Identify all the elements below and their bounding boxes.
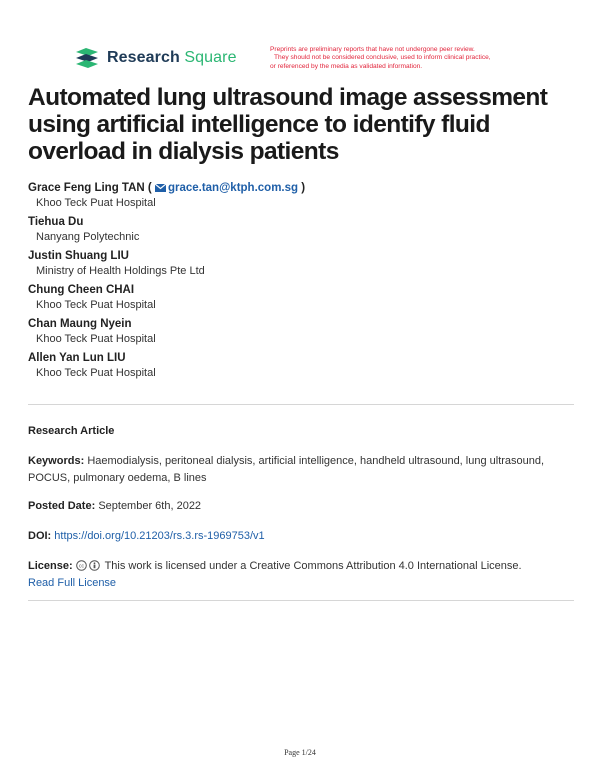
article-type bbox=[28, 423, 574, 440]
logo-word-research: Research bbox=[107, 49, 180, 66]
posted-date-label: Posted Date: bbox=[28, 500, 96, 512]
license-text: This work is licensed under a Creative Commons Attribution 4.0 International License. bbox=[104, 560, 522, 572]
keywords-section bbox=[28, 453, 574, 487]
author-entry bbox=[28, 282, 568, 313]
author-email-link[interactable]: grace.tan@ktph.com.sg bbox=[167, 182, 299, 194]
author-affiliation: Khoo Teck Puat Hospital bbox=[36, 333, 156, 345]
author-list bbox=[28, 180, 568, 384]
page-number: Page 1/24 bbox=[284, 748, 316, 757]
posted-date-section bbox=[28, 498, 574, 515]
author-name: Allen Yan Lun LIU bbox=[28, 352, 126, 364]
email-paren-close: ) bbox=[298, 182, 306, 194]
email-paren-open: ( bbox=[144, 182, 152, 194]
creative-commons-icon bbox=[76, 560, 87, 571]
svg-text:cc: cc bbox=[78, 563, 84, 570]
attribution-icon bbox=[89, 560, 100, 571]
author-name: Chung Cheen CHAI bbox=[28, 284, 135, 296]
research-square-logo-icon bbox=[74, 46, 100, 70]
author-entry bbox=[28, 180, 568, 211]
author-affiliation: Khoo Teck Puat Hospital bbox=[36, 367, 156, 379]
author-entry bbox=[28, 350, 568, 381]
license-section bbox=[28, 558, 574, 592]
author-affiliation: Ministry of Health Holdings Pte Ltd bbox=[36, 265, 205, 277]
logo-word-square: Square bbox=[184, 49, 237, 66]
preprint-note-line: or referenced by the media as validated information. bbox=[270, 62, 423, 70]
doi-section bbox=[28, 528, 574, 545]
paper-title: Automated lung ultrasound image assessment using artificial intelligence to identify fluid overload in dialysis patients bbox=[28, 84, 548, 165]
preprint-disclaimer bbox=[270, 46, 538, 71]
author-name: Justin Shuang LIU bbox=[28, 250, 129, 262]
preprint-note-line: Preprints are preliminary reports that have not undergone peer review. bbox=[270, 46, 475, 53]
page-header bbox=[74, 46, 534, 76]
author-name: Grace Feng Ling TAN bbox=[28, 182, 145, 194]
keywords-text: Haemodialysis, peritoneal dialysis, artificial intelligence, handheld ultrasound, lung ultrasound, POCUS, pulmonary oedema, B lines bbox=[28, 455, 545, 484]
preprint-note-line: They should not be considered conclusive, used to inform clinical practice, bbox=[274, 54, 491, 62]
research-square-logo[interactable] bbox=[74, 46, 237, 70]
license-label: License: bbox=[28, 560, 73, 572]
keywords-label: Keywords: bbox=[28, 455, 85, 467]
logo-text bbox=[107, 49, 237, 67]
author-affiliation: Khoo Teck Puat Hospital bbox=[36, 197, 156, 209]
author-entry bbox=[28, 316, 568, 347]
author-entry bbox=[28, 214, 568, 245]
mail-icon bbox=[155, 184, 166, 192]
divider bbox=[28, 404, 574, 405]
author-affiliation: Nanyang Polytechnic bbox=[36, 231, 140, 243]
doi-link[interactable]: https://doi.org/10.21203/rs.3.rs-1969753/v1 bbox=[54, 530, 265, 542]
article-type-label: Research Article bbox=[28, 425, 115, 437]
author-name: Chan Maung Nyein bbox=[28, 318, 132, 330]
doi-label: DOI: bbox=[28, 530, 52, 542]
author-name: Tiehua Du bbox=[28, 216, 84, 228]
divider bbox=[28, 600, 574, 601]
author-entry bbox=[28, 248, 568, 279]
author-affiliation: Khoo Teck Puat Hospital bbox=[36, 299, 156, 311]
posted-date-value: September 6th, 2022 bbox=[98, 500, 202, 512]
read-full-license-link[interactable]: Read Full License bbox=[28, 577, 117, 589]
